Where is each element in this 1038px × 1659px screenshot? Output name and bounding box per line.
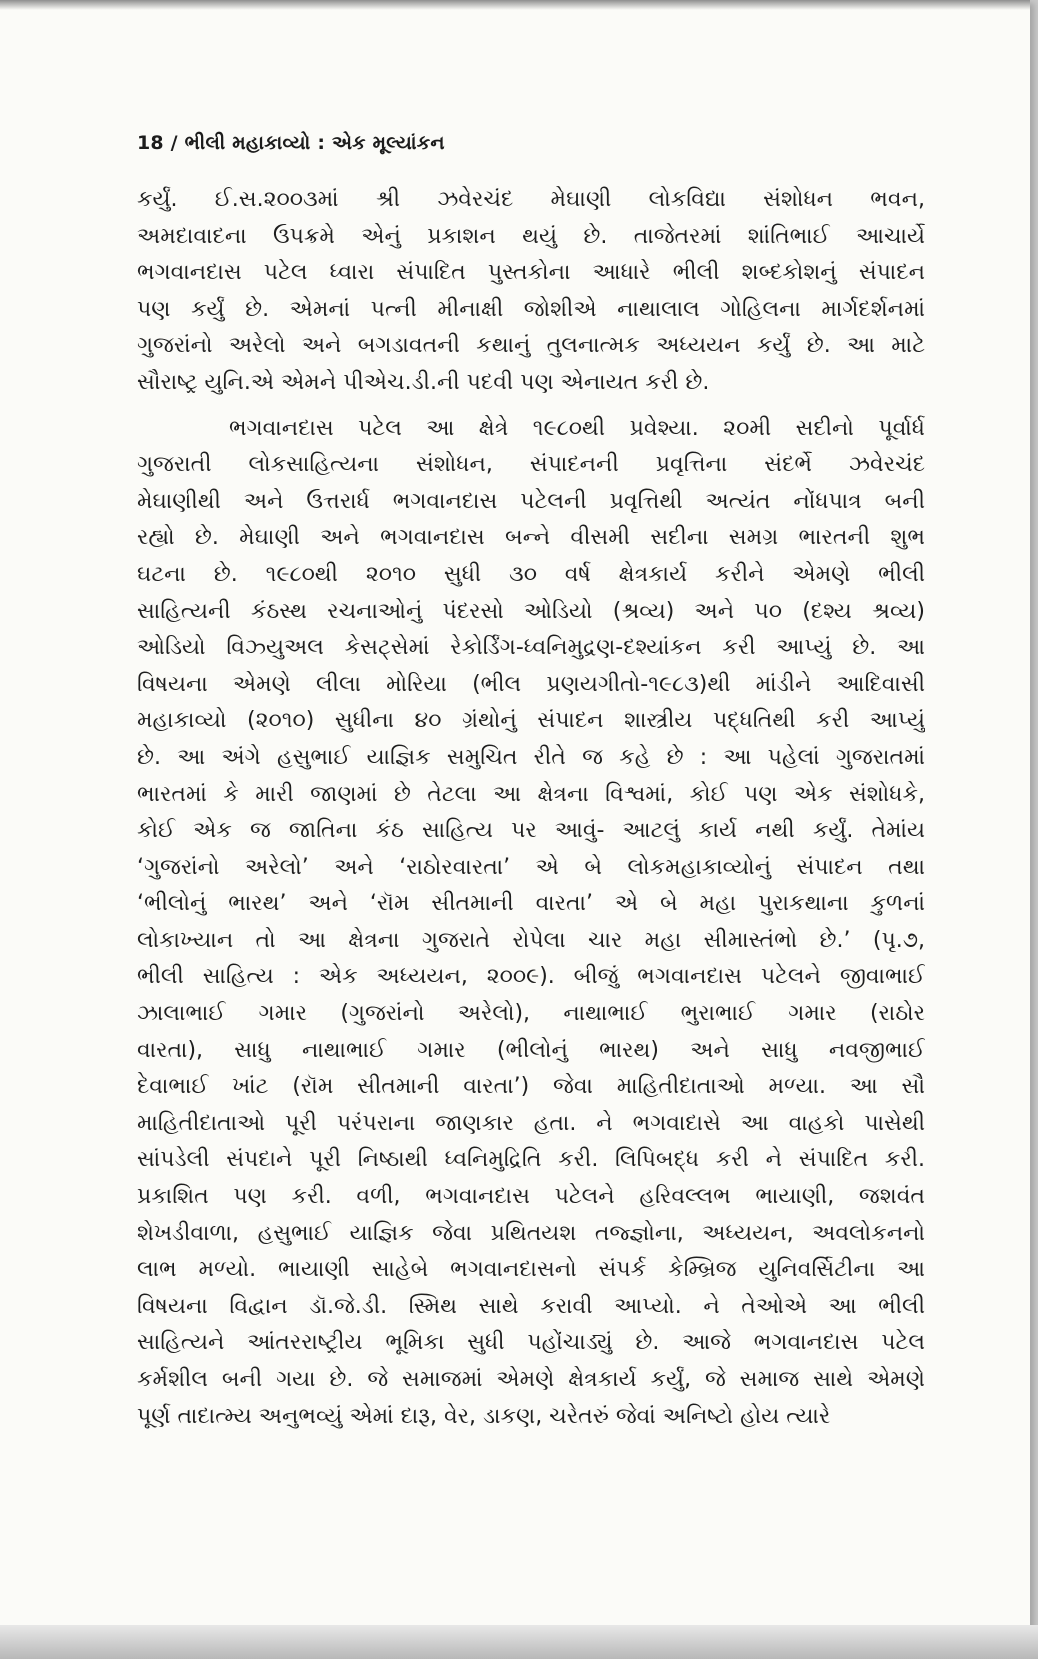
text-line: વિષયના એમણે લીલા મોરિયા (ભીલ પ્રણયગીતો-૧૯૮૩)થી માંડીને આદિવાસી [137, 671, 925, 697]
running-head: 18 / ભીલી મહાકાવ્યો : એક મૂલ્યાંકન [137, 132, 445, 154]
text-line: સાહિત્યની કંઠસ્થ રચનાઓનું પંદરસો ઓડિયો (શ્રવ્ય) અને ૫૦ (દશ્ય શ્રવ્ય) [137, 598, 925, 624]
text-line: ગુજરાંનો અરેલો અને બગડાવતની કથાનું તુલનાત્મક અધ્યયન કર્યું છે. આ માટે [137, 333, 925, 359]
text-line: અમદાવાદના ઉપક્રમે એનું પ્રકાશન થયું છે. તાજેતરમાં શાંતિભાઈ આચાર્યે [137, 223, 925, 249]
text-line: માહિતીદાતાઓ પૂરી પરંપરાના જાણકાર હતા. ને ભગવાદાસે આ વાહકો પાસેથી [137, 1110, 925, 1136]
text-line: ઘટના છે. ૧૯૮૦થી ૨૦૧૦ સુધી ૩૦ વર્ષ ક્ષેત્રકાર્ય કરીને એમણે ભીલી [137, 561, 925, 587]
paragraph-gap [137, 402, 925, 411]
text-line: કર્યું. ઈ.સ.૨૦૦૩માં શ્રી ઝવેરચંદ મેઘાણી લોકવિદ્યા સંશોધન ભવન, [137, 187, 925, 212]
text-line: ભીલી સાહિત્ય : એક અધ્યયન, ૨૦૦૯). બીજું ભગવાનદાસ પટેલને જીવાભાઈ [137, 964, 925, 990]
text-line: શેખડીવાળા, હસુભાઈ યાજ્ઞિક જેવા પ્રથિતયશ તજ્જ્ઞોના, અધ્યયન, અવલોકનનો [137, 1220, 925, 1246]
text-line: મેઘાણીથી અને ઉત્તરાર્ધ ભગવાનદાસ પટેલની પ્રવૃત્તિથી અત્યંત નોંધપાત્ર બની [137, 488, 925, 514]
text-line: કોઈ એક જ જાતિના કંઠ સાહિત્ય પર આવું- આટલું કાર્ય નથી કર્યું. તેમાંય [137, 818, 925, 844]
text-line: સૌરાષ્ટ્ર યુનિ.એ એમને પીએચ.ડી.ની પદવી પણ એનાયત કરી છે. [137, 369, 710, 395]
text-line: દેવાભાઈ ખાંટ (રૉમ સીતમાની વારતા’) જેવા માહિતીદાતાઓ મળ્યા. આ સૌ [137, 1074, 925, 1100]
scan-shadow [0, 0, 1030, 10]
text-line: ‘ગુજરાંનો અરેલો’ અને ‘રાઠોરવારતા’ એ બે લોકમહાકાવ્યોનું સંપાદન તથા [137, 854, 925, 880]
text-line: ઝાલાભાઈ ગમાર (ગુજરાંનો અરેલો), નાથાભાઈ ભુરાભાઈ ગમાર (રાઠોર [137, 1001, 925, 1027]
text-line: વિષયના વિદ્વાન ડૉ.જે.ડી. સ્મિથ સાથે કરાવી આપ્યો. ને તેઓએ આ ભીલી [137, 1293, 925, 1319]
text-line: છે. આ અંગે હસુભાઈ યાજ્ઞિક સમુચિત રીતે જ કહે છે : આ પહેલાં ગુજરાતમાં [137, 744, 925, 770]
text-line: ભારતમાં કે મારી જાણમાં છે તેટલા આ ક્ષેત્રના વિશ્વમાં, કોઈ પણ એક સંશોધકે, [137, 781, 925, 807]
text-line: સાંપડેલી સંપદાને પૂરી નિષ્ઠાથી ધ્વનિમુદ્રિતિ કરી. લિપિબદ્ધ કરી ને સંપાદિત કરી. [137, 1147, 925, 1173]
text-line: વારતા), સાધુ નાથાભાઈ ગમાર (ભીલોનું ભારથ) અને સાધુ નવજીભાઈ [137, 1037, 925, 1063]
text-line: સાહિત્યને આંતરરાષ્ટ્રીય ભૂમિકા સુધી પહોંચાડ્યું છે. આજે ભગવાનદાસ પટેલ [137, 1330, 925, 1356]
text-line: મહાકાવ્યો (૨૦૧૦) સુધીના ૪૦ ગ્રંથોનું સંપાદન શાસ્ત્રીય પદ્ધતિથી કરી આપ્યું [137, 708, 925, 734]
text-line: ભગવાનદાસ પટેલ ધ્વારા સંપાદિત પુસ્તકોના આધારે ભીલી શબ્દકોશનું સંપાદન [137, 260, 925, 286]
paragraph-2 [137, 411, 925, 1436]
paragraph-1 [137, 182, 925, 402]
body-text [137, 182, 925, 1435]
text-line: કર્મશીલ બની ગયા છે. જે સમાજમાં એમણે ક્ષેત્રકાર્ય કર્યું, જે સમાજ સાથે એમણે [137, 1367, 925, 1392]
text-line: લાભ મળ્યો. ભાયાણી સાહેબે ભગવાનદાસનો સંપર્ક કેમ્બ્રિજ યુનિવર્સિટીના આ [137, 1257, 925, 1283]
text-line: ઓડિયો વિઝ્યુઅલ કેસટ્સેમાં રેકોર્ડિંગ-ધ્વનિમુદ્રણ-દશ્યાંકન કરી આપ્યું છે. આ [137, 635, 925, 661]
text-line: ‘ભીલોનું ભારથ’ અને ‘રૉમ સીતમાની વારતા’ એ બે મહા પુરાકથાના કુળનાં [137, 891, 925, 917]
text-line: પ્રકાશિત પણ કરી. વળી, ભગવાનદાસ પટેલને હરિવલ્લભ ભાયાણી, જશવંત [137, 1184, 925, 1210]
text-line: પૂર્ણ તાદાત્મ્ય અનુભવ્યું એમાં દારૂ, વેર, ડાકણ, ચરેતરું જેવાં અનિષ્ટો હોય ત્યારે [137, 1403, 831, 1429]
text-line: રહ્યો છે. મેઘાણી અને ભગવાનદાસ બન્ને વીસમી સદીના સમગ્ર ભારતની શુભ [137, 525, 925, 551]
scan-bottom-edge [0, 1625, 1038, 1659]
text-line: પણ કર્યું છે. એમનાં પત્ની મીનાક્ષી જોશીએ નાથાલાલ ગોહિલના માર્ગદર્શનમાં [137, 296, 925, 322]
text-line: લોકાખ્યાન તો આ ક્ષેત્રના ગુજરાતે રોપેલા ચાર મહા સીમાસ્તંભો છે.’ (પૃ.૭, [137, 927, 925, 953]
text-line: ભગવાનદાસ પટેલ આ ક્ષેત્રે ૧૯૮૦થી પ્રવેશ્યા. ૨૦મી સદીનો પૂર્વાર્ધ [229, 415, 925, 441]
text-line: ગુજરાતી લોકસાહિત્યના સંશોધન, સંપાદનની પ્રવૃત્તિના સંદર્ભે ઝવેરચંદ [137, 452, 925, 478]
